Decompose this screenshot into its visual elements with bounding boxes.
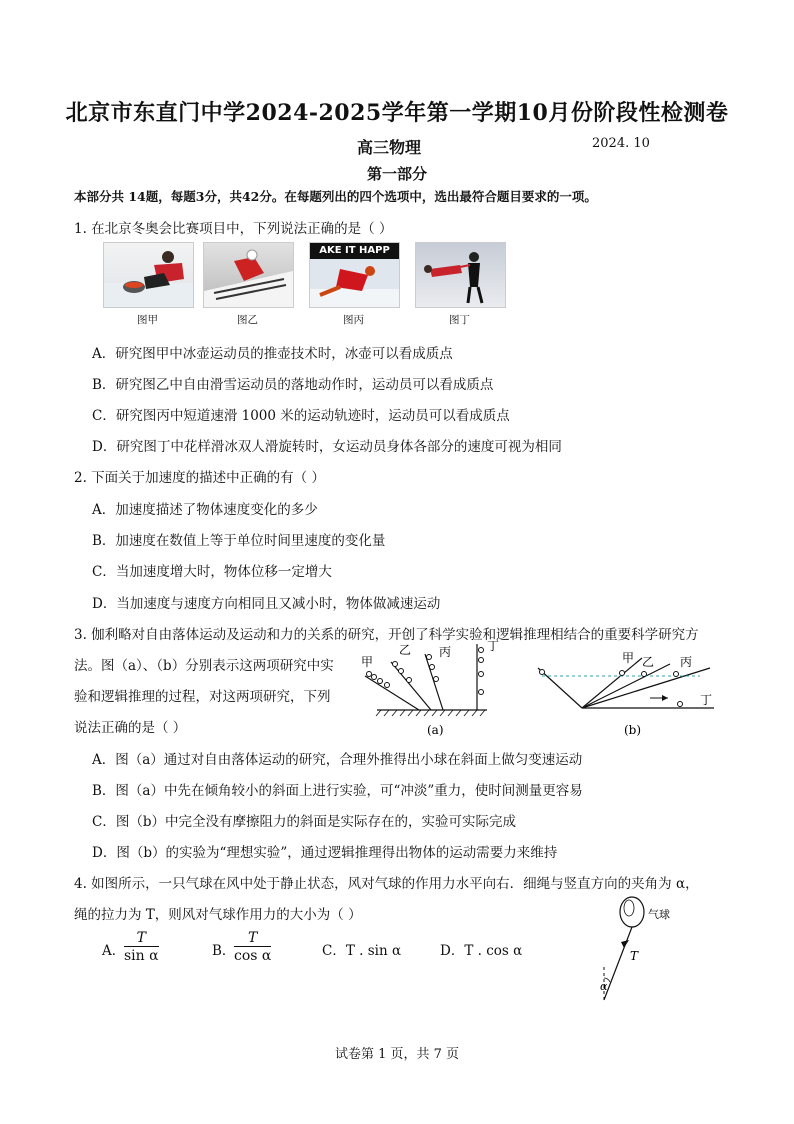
q3-stem-line2: 法。图（a）、（b）分别表示这两项研究中实 bbox=[74, 658, 334, 674]
figure-a-inclines bbox=[355, 640, 505, 740]
q3-option-c: C．图（b）中完全没有摩擦阻力的斜面是实际存在的，实验可实际完成 bbox=[92, 814, 516, 830]
part-instructions: 本部分共 14题，每题3分，共42分。在每题列出的四个选项中，选出最符合题目要求的一项。 bbox=[74, 189, 597, 204]
fig-a-label-yi: 乙 bbox=[399, 643, 412, 657]
q4-option-b-fraction bbox=[234, 930, 271, 964]
fig-b-label-yi: 乙 bbox=[642, 655, 655, 669]
page-footer: 试卷第 1 页，共 7 页 bbox=[334, 1047, 460, 1062]
q4-stem-line2: 绳的拉力为 T，则风对气球作用力的大小为（ ） bbox=[74, 907, 362, 923]
q3-option-d: D．图（b）的实验为“理想实验”，通过逻辑推理得出物体的运动需要力来维持 bbox=[92, 845, 558, 861]
q1-caption: 图乙 bbox=[237, 314, 258, 326]
q4-option-a-label: A． bbox=[102, 943, 126, 959]
speed-skating-photo bbox=[309, 242, 400, 308]
curling-photo bbox=[103, 242, 194, 308]
q3-stem-line4: 说法正确的是（ ） bbox=[74, 720, 187, 736]
part-heading: 第一部分 bbox=[366, 165, 427, 183]
q1-caption: 图丙 bbox=[343, 314, 364, 326]
fig-a-label-jia: 甲 bbox=[361, 655, 374, 669]
q1-option-c: C．研究图丙中短道速滑 1000 米的运动轨迹时，运动员可以看成质点 bbox=[92, 408, 510, 424]
q1-option-d: D．研究图丁中花样滑冰双人滑旋转时，女运动员身体各部分的速度可视为相同 bbox=[92, 439, 562, 455]
q1-option-b: B．研究图乙中自由滑雪运动员的落地动作时，运动员可以看成质点 bbox=[92, 377, 494, 393]
q3-stem-line3: 验和逻辑推理的过程，对这两项研究，下列 bbox=[74, 689, 331, 705]
subject-label: 高三物理 bbox=[357, 138, 422, 157]
figure-b-ideal-experiment bbox=[530, 640, 730, 740]
q1-caption: 图甲 bbox=[137, 314, 158, 326]
q3-option-a: A．图（a）通过对自由落体运动的研究，合理外推得出小球在斜面上做匀变速运动 bbox=[92, 752, 583, 768]
fig-b-label-jia: 甲 bbox=[622, 651, 635, 665]
q3-stem-line1: 3. 伽利略对自由落体运动及运动和力的关系的研究，开创了科学实验和逻辑推理相结合的重要科学研究方 bbox=[74, 627, 699, 643]
q4-option-c: C．T . sin α bbox=[322, 943, 402, 959]
banner-text: AKE IT HAPP bbox=[310, 243, 399, 259]
q4-option-b-label: B． bbox=[212, 943, 236, 959]
balloon-label: 气球 bbox=[648, 908, 670, 921]
figure-skating-photo bbox=[415, 242, 506, 308]
fig-a-label-bing: 丙 bbox=[439, 645, 452, 659]
q4-option-a-denominator: sin α bbox=[124, 948, 159, 964]
q4-stem-line1: 4. 如图所示，一只气球在风中处于静止状态，风对气球的作用力水平向右．细绳与竖直方向的夹角为 α， bbox=[74, 876, 699, 892]
q4-option-b-numerator: T bbox=[234, 930, 271, 947]
q2-option-d: D．当加速度与速度方向相同且又减小时，物体做减速运动 bbox=[92, 596, 441, 612]
fig-b-label-bing: 丙 bbox=[680, 655, 693, 669]
skiing-photo bbox=[203, 242, 294, 308]
q1-option-a: A．研究图甲中冰壶运动员的推壶技术时，冰壶可以看成质点 bbox=[92, 346, 453, 362]
q4-option-d: D．T . cos α bbox=[440, 943, 523, 959]
q4-option-a-fraction bbox=[124, 930, 159, 964]
fig-a-caption: (a) bbox=[427, 723, 444, 737]
tension-label: T bbox=[630, 949, 639, 963]
angle-alpha-label: α bbox=[600, 980, 608, 993]
balloon-figure bbox=[590, 894, 700, 1006]
q2-option-c: C．当加速度增大时，物体位移一定增大 bbox=[92, 564, 332, 580]
q2-option-b: B．加速度在数值上等于单位时间里速度的变化量 bbox=[92, 533, 386, 549]
q2-stem: 2. 下面关于加速度的描述中正确的有（ ） bbox=[74, 470, 325, 486]
exam-date: 2024. 10 bbox=[592, 136, 650, 151]
q4-option-b-denominator: cos α bbox=[234, 948, 272, 964]
q4-option-a-numerator: T bbox=[124, 930, 159, 947]
q1-stem: 1. 在北京冬奥会比赛项目中，下列说法正确的是（ ） bbox=[74, 221, 393, 237]
fig-b-label-ding: 丁 bbox=[700, 693, 713, 707]
q1-caption: 图丁 bbox=[449, 314, 470, 326]
fig-a-label-ding: 丁 bbox=[487, 640, 500, 653]
fig-b-caption: (b) bbox=[624, 723, 642, 737]
q3-option-b: B．图（a）中先在倾角较小的斜面上进行实验，可“冲淡”重力，使时间测量更容易 bbox=[92, 783, 583, 799]
exam-title: 北京市东直门中学2024-2025学年第一学期10月份阶段性检测卷 bbox=[65, 100, 729, 126]
q2-option-a: A．加速度描述了物体速度变化的多少 bbox=[92, 502, 318, 518]
